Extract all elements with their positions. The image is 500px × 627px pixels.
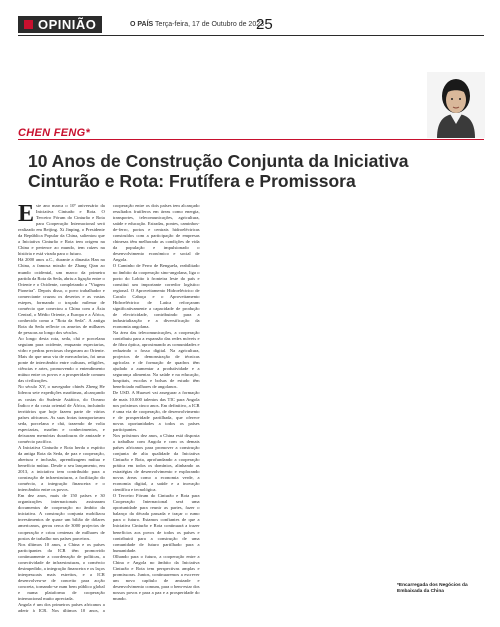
- author-footnote: *Encarregada dos Negócios da Embaixada da China: [397, 583, 468, 594]
- page-header: [0, 0, 500, 34]
- author-photo: [427, 72, 485, 138]
- author-name: CHEN FENG*: [18, 127, 91, 139]
- publication-name: O PAÍS: [130, 21, 154, 28]
- paragraph: No século XV, o navegador chinês Zheng He liderou sete expedições marítimas, alcançando as costas do Sudeste Asiático, do Oceano Índico e da costa oriental de África, incluindo territórios que hoje fazem parte de vários países africanos. As suas frotas transportavam seda, porcelana e chá, trazendo de volta especiarias, marfim e conhecimentos, e deixaram memórias duradouras de amizade e comércio pacífico.: [18, 384, 105, 444]
- paragraph: Angola é um dos primeiros países africanos a aderir à ICR. Nos últimos 10 anos, a cooperação entre os dois países tem alcançado resultados frutíferos em áreas como energia, transportes, telecomunicações, agricultura, saúde e educação. Estradas, pontes, caminhos-de-ferro, portos e centrais hidroeléctricas construídos com a participação de empresas chinesas têm melhorado as condições de vida da população e impulsionado o desenvolvimento económico e social de Angola.: [18, 203, 200, 614]
- section-marker-icon: [24, 20, 33, 29]
- paragraph: Em dez anos, mais de 150 países e 30 organizações internacionais assinaram documentos de cooperação no âmbito da iniciativa. A construção conjunta mobilizou investimentos de quase um bilião de dólares americanos, gerou cerca de 3000 projectos de cooperação e criou centenas de milhares de postos de trabalho nos países parceiros.: [18, 493, 105, 541]
- paragraph: O Terceiro Fórum do Cinturão e Rota para Cooperação Internacional será uma oportunidade para reunir as partes, fazer o balanço da década passada e traçar o rumo para o futuro. Estamos confiantes de que a Iniciativa Cinturão e Rota continuará a trazer benefícios aos povos de todos os países e contribuirá para a construção de uma comunidade de futuro partilhado para a humanidade.: [112, 493, 200, 553]
- article-body: [18, 203, 484, 618]
- paragraph: De USD. A Huawei vai assegurar a formação de mais 10.000 talentos das TIC para Angola nos próximos cinco anos. Em definitivo, a ICR é uma via de cooperação, de desenvolvimento e de prosperidade partilhada, que oferece novas oportunidades a todos os países participantes.: [112, 390, 200, 432]
- paragraph: Na área das telecomunicações, a cooperação contribuiu para a expansão das redes móveis e de fibra óptica, aproximando as comunidades e reduzindo o fosso digital. Na agricultura, projectos de demonstração de técnicas agrícolas e de formação de quadros têm ajudado a aumentar a produtividade e a segurança alimentar. Na saúde e na educação, hospitais, escolas e bolsas de estudo têm beneficiado milhares de angolanos.: [112, 329, 200, 390]
- paragraph: O Caminho de Ferro de Benguela, reabilitado no âmbito da cooperação sino-angolana, liga o porto do Lobito à fronteira leste do país e constitui um importante corredor logístico regional. O Aproveitamento Hidroeléctrico de Caculo Cabaça e o Aproveitamento Hidroeléctrico de Laúca reforçaram significativamente a capacidade de produção de electricidade, contribuindo para a industrialização e a diversificação da economia angolana.: [112, 263, 200, 329]
- section-tab: [18, 16, 102, 33]
- publication-line: [130, 21, 264, 28]
- publication-date: Terça-feira, 17 de Outubro de 2023: [155, 21, 265, 28]
- drop-cap: E: [18, 201, 35, 227]
- paragraph: Nos próximos dez anos, a China está disposta a trabalhar com Angola e com os demais países africanos para promover a construção conjunta de alta qualidade da Iniciativa Cinturão e Rota, aprofundando a cooperação prática em todos os domínios, alinhando as estratégias de desenvolvimento e explorando novas áreas como a economia verde, a economia digital, a saúde e a inovação científica e tecnológica.: [112, 432, 200, 493]
- paragraph: A Iniciativa Cinturão e Rota herda o espírito da antiga Rota da Seda, de paz e cooperação, abertura e inclusão, aprendizagem mútua e benefício mútuo. Desde o seu lançamento, em 2013, a iniciativa tem contribuído para a construção de infraestruturas, a facilitação do comércio, a integração financeira e o intercâmbio entre os povos.: [18, 444, 105, 493]
- paragraph: Olhando para o futuro, a cooperação entre a China e Angola no âmbito da Iniciativa Cinturão e Rota tem perspectivas amplas e promissoras. Juntos, continuaremos a escrever um novo capítulo de amizade e desenvolvimento comum, para o bem-estar dos nossos povos e para a paz e a prosperidade do mundo.: [112, 553, 200, 602]
- paragraph: Nos últimos 10 anos, a China e os países participantes da ICR têm promovido continuamente a coordenação de políticas, a conectividade de infraestruturas, o comércio desimpedido, a integração financeira e os laços interpessoais mais estreitos, e a ICR desenvolveu-se de conceito para acção concreta, tornando-se num bem público global e numa plataforma de cooperação internacional muito apreciada.: [18, 541, 105, 602]
- paragraph: ste ano marca o 10º aniversário da Iniciativa Cinturão e Rota. O Terceiro Fórum do Cinturão e Rota para Cooperação Internacional será realizado em Beijing. Xi Jinping, o Presidente da República Popular da China, salientou que a Iniciativa Cinturão e Rota tem origem na China e pertence ao mundo, tem raízes na história e está virada para o futuro.: [18, 203, 105, 257]
- paragraph: Há 2000 anos a.C., durante a dinastia Han na China, a famosa missão de Zhang Qian ao mundo ocidental, um marco da primeira partida da Rota da Seda, abriu a ligação entre o Oriente e o Ocidente, completando a "Viagem Pioneira". Depois disso, o povo trabalhador e comerciante cruzou os desertos e as vastas estepes, formando o traçado milenar de comércio que conectou a China com a Ásia Central, o Médio Oriente, a Europa e a África, conhecido como a "Rota da Seda". A antiga Rota da Seda reflecte os anseios de milhares de pessoas ao longo dos séculos.: [18, 257, 105, 335]
- header-divider: [18, 35, 484, 36]
- author-divider: [18, 139, 484, 140]
- section-label: OPINIÃO: [38, 17, 97, 32]
- paragraph: Ao longo desta rota, seda, chá e porcelana seguiam para ocidente, enquanto especiarias, vidro e pedras preciosas chegavam ao Oriente. Mais do que uma via de mercadorias, foi uma ponte de intercâmbio entre culturas, religiões, ciências e artes, promovendo o entendimento mútuo entre os povos e a prosperidade comum das civilizações.: [18, 336, 105, 384]
- page-number: 25: [256, 16, 273, 33]
- article-headline: 10 Anos de Construção Conjunta da Iniciativa Cinturão e Rota: Frutífera e Promissora: [28, 151, 409, 191]
